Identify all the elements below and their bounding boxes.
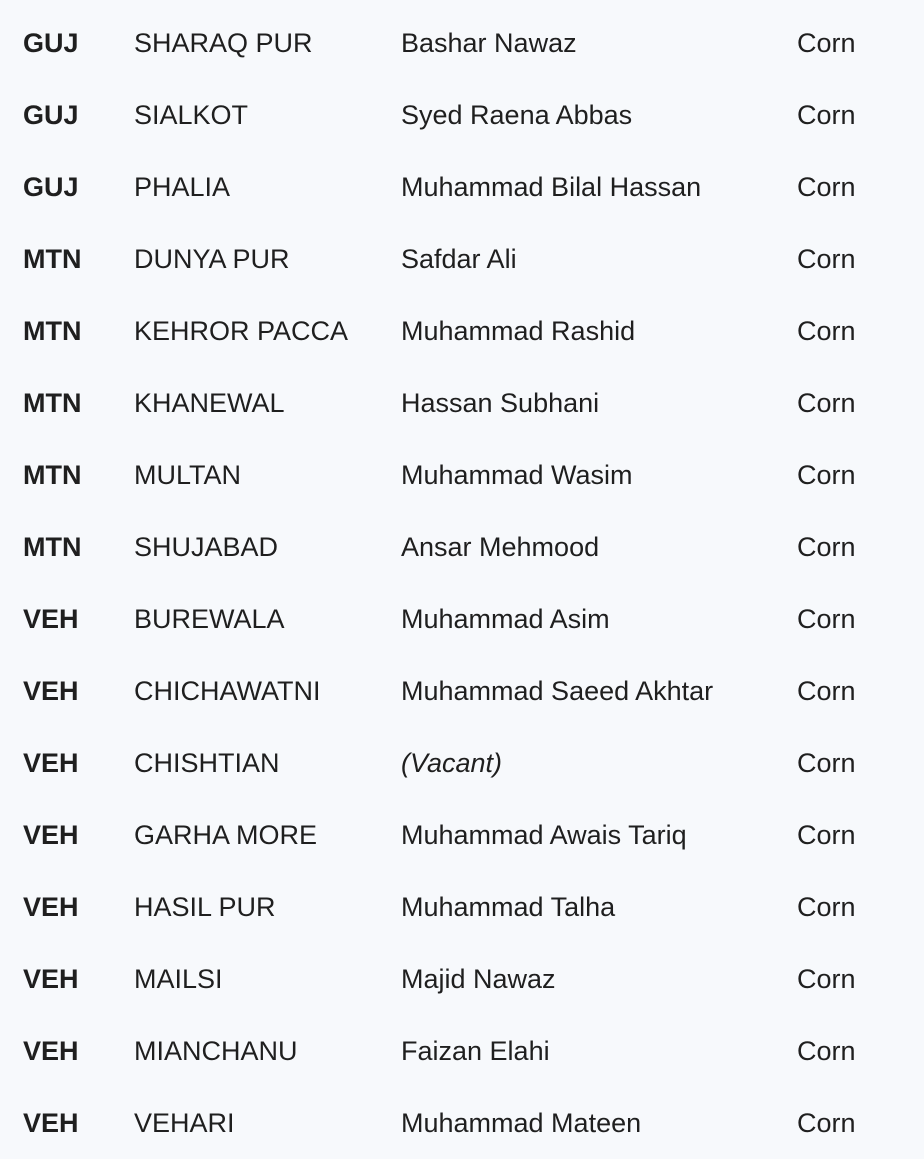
name-cell: Hassan Subhani: [401, 388, 600, 418]
crop-cell: Corn: [797, 892, 856, 922]
area-cell: MULTAN: [134, 460, 241, 490]
crop-cell: Corn: [797, 100, 856, 130]
name-cell: Muhammad Awais Tariq: [401, 820, 687, 850]
crop-cell: Corn: [797, 244, 856, 274]
table-row: [0, 7, 924, 79]
table-row: [0, 583, 924, 655]
area-cell: KHANEWAL: [134, 388, 285, 418]
region-cell: MTN: [23, 388, 82, 418]
crop-cell: Corn: [797, 1108, 856, 1138]
area-cell: CHISHTIAN: [134, 748, 280, 778]
table-row: [0, 367, 924, 439]
crop-cell: Corn: [797, 316, 856, 346]
crop-cell: Corn: [797, 1036, 856, 1066]
crop-cell: Corn: [797, 748, 856, 778]
region-cell: VEH: [23, 748, 79, 778]
table-row: [0, 655, 924, 727]
name-cell: Muhammad Talha: [401, 892, 616, 922]
area-cell: SIALKOT: [134, 100, 249, 130]
table-row: [0, 151, 924, 223]
table-row: [0, 1087, 924, 1159]
region-cell: GUJ: [23, 172, 79, 202]
area-cell: SHUJABAD: [134, 532, 279, 562]
crop-cell: Corn: [797, 172, 856, 202]
name-cell: Syed Raena Abbas: [401, 100, 633, 130]
name-cell: Muhammad Saeed Akhtar: [401, 676, 714, 706]
name-cell: Muhammad Bilal Hassan: [401, 172, 702, 202]
area-cell: GARHA MORE: [134, 820, 318, 850]
region-cell: VEH: [23, 820, 79, 850]
table-row: [0, 871, 924, 943]
area-cell: KEHROR PACCA: [134, 316, 349, 346]
table-row: [0, 223, 924, 295]
area-cell: MAILSI: [134, 964, 223, 994]
area-cell: CHICHAWATNI: [134, 676, 321, 706]
region-cell: VEH: [23, 1036, 79, 1066]
region-cell: VEH: [23, 1108, 79, 1138]
region-cell: MTN: [23, 244, 82, 274]
name-cell-vacant: (Vacant): [401, 748, 503, 778]
crop-cell: Corn: [797, 532, 856, 562]
name-cell: Majid Nawaz: [401, 964, 556, 994]
area-cell: VEHARI: [134, 1108, 235, 1138]
region-cell: VEH: [23, 892, 79, 922]
crop-cell: Corn: [797, 820, 856, 850]
crop-cell: Corn: [797, 28, 856, 58]
table-row: [0, 295, 924, 367]
region-cell: VEH: [23, 676, 79, 706]
crop-cell: Corn: [797, 460, 856, 490]
area-cell: DUNYA PUR: [134, 244, 290, 274]
region-cell: VEH: [23, 964, 79, 994]
region-cell: MTN: [23, 532, 82, 562]
region-cell: GUJ: [23, 100, 79, 130]
area-cell: PHALIA: [134, 172, 231, 202]
table-row: [0, 727, 924, 799]
name-cell: Safdar Ali: [401, 244, 517, 274]
table-row: [0, 943, 924, 1015]
name-cell: Muhammad Rashid: [401, 316, 636, 346]
area-cell: SHARAQ PUR: [134, 28, 313, 58]
table-row: [0, 511, 924, 583]
area-cell: BUREWALA: [134, 604, 285, 634]
assignment-table: [0, 7, 924, 1159]
region-cell: MTN: [23, 460, 82, 490]
name-cell: Bashar Nawaz: [401, 28, 577, 58]
crop-cell: Corn: [797, 676, 856, 706]
region-cell: VEH: [23, 604, 79, 634]
region-cell: MTN: [23, 316, 82, 346]
name-cell: Muhammad Mateen: [401, 1108, 642, 1138]
crop-cell: Corn: [797, 388, 856, 418]
table-row: [0, 79, 924, 151]
table-row: [0, 1015, 924, 1087]
region-cell: GUJ: [23, 28, 79, 58]
crop-cell: Corn: [797, 964, 856, 994]
crop-cell: Corn: [797, 604, 856, 634]
table-row: [0, 799, 924, 871]
table-row: [0, 439, 924, 511]
name-cell: Ansar Mehmood: [401, 532, 600, 562]
area-cell: MIANCHANU: [134, 1036, 298, 1066]
name-cell: Faizan Elahi: [401, 1036, 550, 1066]
name-cell: Muhammad Asim: [401, 604, 610, 634]
area-cell: HASIL PUR: [134, 892, 276, 922]
name-cell: Muhammad Wasim: [401, 460, 633, 490]
